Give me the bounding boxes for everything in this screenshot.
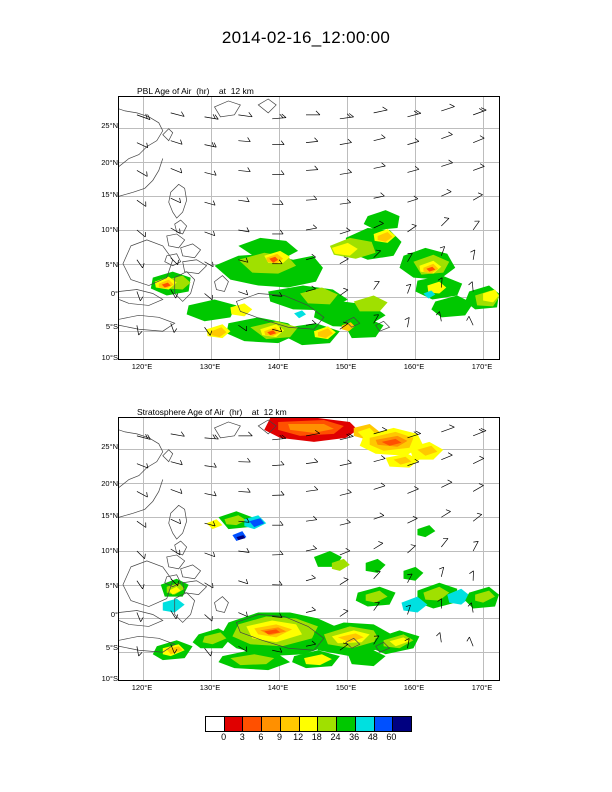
ylabel-5S-bottom: 5°S <box>105 643 118 652</box>
map-stratosphere-age-of-air[interactable] <box>118 417 500 681</box>
ylabel-20N-top: 20°N <box>101 158 118 167</box>
colorbar-swatch-6 <box>318 717 337 731</box>
ylabel-0-top: 0° <box>110 289 118 298</box>
age-of-air-shading-bottom <box>119 418 499 680</box>
ylabel-10N-bottom: 10°N <box>101 546 118 555</box>
ylabel-5S-top: 5°S <box>105 322 118 331</box>
ylabel-15N-bottom: 15°N <box>101 511 118 520</box>
xlabel-150E-bottom: 150°E <box>335 683 357 692</box>
xlabel-120E-top: 120°E <box>131 362 153 371</box>
colorbar-swatch-4 <box>281 717 300 731</box>
colorbar-tick-label: 12 <box>293 732 304 742</box>
ylabel-20N-bottom: 20°N <box>101 479 118 488</box>
xlabel-140E-top: 140°E <box>267 362 289 371</box>
xlabel-130E-top: 130°E <box>199 362 221 371</box>
colorbar-labels <box>205 732 412 744</box>
colorbar-tick-label: 0 <box>221 732 227 742</box>
wind-barbs-top <box>119 97 499 359</box>
xlabel-160E-bottom: 160°E <box>403 683 425 692</box>
colorbar-swatch-2 <box>243 717 262 731</box>
colorbar-tick-label: 48 <box>367 732 378 742</box>
colorbar-tick-label: 9 <box>277 732 283 742</box>
age-of-air-shading-top <box>119 97 499 359</box>
colorbar-tick-label: 6 <box>258 732 264 742</box>
coastlines-top <box>119 97 499 359</box>
colorbar-swatch-5 <box>300 717 319 731</box>
ylabel-5N-top: 5°N <box>105 260 118 269</box>
ylabel-10S-top: 10°S <box>101 353 118 362</box>
xlabel-150E-top: 150°E <box>335 362 357 371</box>
xlabel-120E-bottom: 120°E <box>131 683 153 692</box>
wind-barbs-bottom <box>119 418 499 680</box>
xlabel-140E-bottom: 140°E <box>267 683 289 692</box>
colorbar-swatch-7 <box>337 717 356 731</box>
coastlines-bottom <box>119 418 499 680</box>
xlabel-170E-bottom: 170°E <box>471 683 493 692</box>
colorbar-tick-label: 3 <box>239 732 245 742</box>
page-title: 2014-02-16_12:00:00 <box>221 28 391 47</box>
panel-pbl-header-line1: PBL Age of Air (hr) at 12 km <box>137 86 254 96</box>
ylabel-25N-top: 25°N <box>101 121 118 130</box>
colorbar-tick-label: 60 <box>386 732 397 742</box>
ylabel-10S-bottom: 10°S <box>101 674 118 683</box>
colorbar-swatch-1 <box>225 717 244 731</box>
colorbar-tick-label: 18 <box>311 732 322 742</box>
map-pbl-age-of-air[interactable] <box>118 96 500 360</box>
xlabel-130E-bottom: 130°E <box>199 683 221 692</box>
xlabel-160E-top: 160°E <box>403 362 425 371</box>
ylabel-10N-top: 10°N <box>101 225 118 234</box>
colorbar-swatch-3 <box>262 717 281 731</box>
xlabel-170E-top: 170°E <box>471 362 493 371</box>
colorbar-swatch-9 <box>375 717 394 731</box>
colorbar-swatch-0 <box>206 717 225 731</box>
colorbar-tick-label: 24 <box>330 732 341 742</box>
colorbar <box>205 716 412 732</box>
colorbar-swatch-10 <box>393 717 411 731</box>
colorbar-swatch-8 <box>356 717 375 731</box>
panel-stratosphere-header-line1: Stratosphere Age of Air (hr) at 12 km <box>137 407 287 417</box>
ylabel-15N-top: 15°N <box>101 190 118 199</box>
ylabel-0-bottom: 0° <box>110 610 118 619</box>
ylabel-5N-bottom: 5°N <box>105 581 118 590</box>
ylabel-25N-bottom: 25°N <box>101 442 118 451</box>
colorbar-tick-label: 36 <box>349 732 360 742</box>
